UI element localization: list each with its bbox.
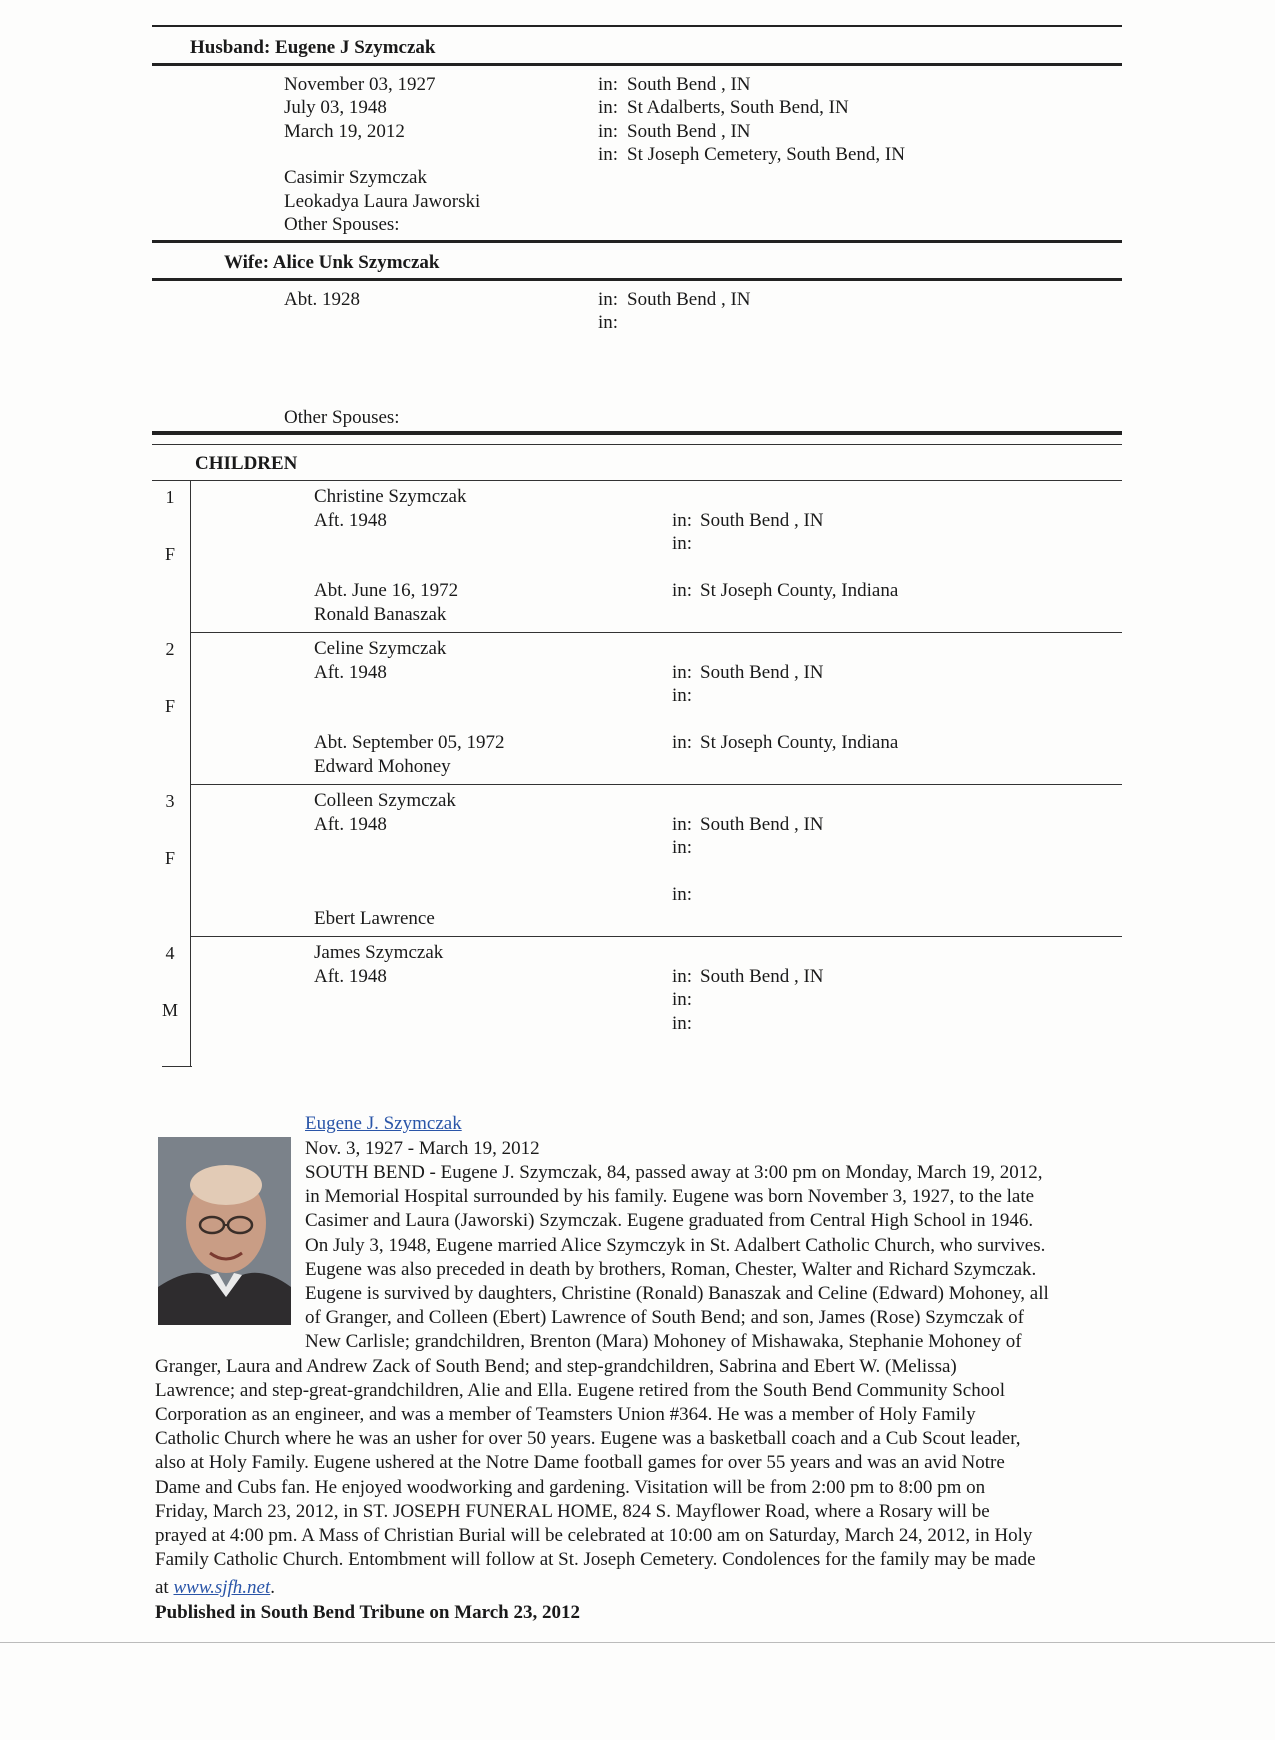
husband-born-value: November 03, 1927 <box>284 74 436 95</box>
husband-married-place: St Adalberts, South Bend, IN <box>627 97 849 119</box>
husband-other-spouses: Other Spouses: <box>284 214 400 235</box>
child-number: 4 <box>165 943 175 963</box>
husband-father-value: Casimir Szymczak <box>284 167 427 189</box>
husband-born-place: South Bend , IN <box>627 74 751 95</box>
children-thin-rule <box>152 444 1122 445</box>
child-3-name-value: Colleen Szymczak <box>314 790 456 811</box>
children-gutter <box>190 481 191 1066</box>
child-sex: F <box>164 848 175 868</box>
obituary-last-line: at www.sjfh.net. <box>155 1577 275 1598</box>
child-1-died-in-label: in: <box>672 533 693 554</box>
obituary-line: Family Catholic Church. Entombment will follow at St. Joseph Cemetery. Condolences for the family may be made <box>155 1549 1036 1571</box>
husband-burial-in-label: in: <box>598 143 619 165</box>
obituary-title-link[interactable]: Eugene J. Szymczak <box>305 1113 462 1134</box>
obituary-line: also at Holy Family. Eugene ushered at the Notre Dame football games for over 55 years and was an avid Notre <box>155 1452 1005 1474</box>
child-2-born-value: Aft. 1948 <box>314 661 387 683</box>
child-4-died-in-label: in: <box>672 1012 693 1034</box>
obituary-line: SOUTH BEND - Eugene J. Szymczak, 84, passed away at 3:00 pm on Monday, March 19, 2012, <box>305 1162 1043 1183</box>
child-2-spouse-value: Edward Mohoney <box>314 755 451 777</box>
child-3-born-in-label: in: <box>672 813 693 835</box>
child-number: 3 <box>165 791 175 811</box>
portrait-photo <box>158 1137 291 1325</box>
obituary-line: Friday, March 23, 2012, in ST. JOSEPH FUNERAL HOME, 824 S. Mayflower Road, where a Rosary will be <box>155 1500 990 1522</box>
child-divider <box>190 784 1122 785</box>
child-sex: F <box>164 544 175 564</box>
husband-rule <box>152 63 1122 66</box>
obituary-line: of Granger, and Colleen (Ebert) Lawrence of South Bend; and son, James (Rose) Szymczak of <box>305 1307 1024 1329</box>
child-4-married-in-label: in: <box>672 989 693 1010</box>
child-4-born-place: South Bend , IN <box>700 965 824 987</box>
obituary-line: prayed at 4:00 pm. A Mass of Christian Burial will be celebrated at 10:00 am on Saturday, March 24, 2012, in Holy <box>155 1525 1033 1546</box>
child-3-spouse-value: Ebert Lawrence <box>314 907 435 929</box>
child-number: 2 <box>165 639 175 659</box>
child-4-born-value: Aft. 1948 <box>314 965 387 987</box>
portrait-image <box>158 1137 291 1325</box>
child-number: 1 <box>165 487 175 507</box>
obituary-line: Corporation as an engineer, and was a member of Teamsters Union #364. He was a member of Holy Family <box>155 1404 976 1425</box>
wife-top-rule <box>152 240 1122 243</box>
child-3-born-place: South Bend , IN <box>700 813 824 835</box>
obituary-line: in Memorial Hospital surrounded by his family. Eugene was born November 3, 1927, to the late <box>305 1186 1035 1208</box>
husband-name: Eugene J Szymczak <box>275 37 436 58</box>
husband-married-value: July 03, 1948 <box>284 97 387 119</box>
children-heading: CHILDREN <box>195 453 298 474</box>
funeral-home-link[interactable]: www.sjfh.net <box>173 1577 271 1598</box>
wife-born-place: South Bend , IN <box>627 289 751 310</box>
obituary-line: New Carlisle; grandchildren, Brenton (Mara) Mohoney of Mishawaka, Stephanie Mohoney of <box>305 1331 1022 1353</box>
child-1-spouse-value: Ronald Banaszak <box>314 603 447 625</box>
husband-burial-place: St Joseph Cemetery, South Bend, IN <box>627 143 905 165</box>
child-divider <box>190 632 1122 633</box>
bottom-scan-line <box>0 1642 1275 1643</box>
child-1-married-place: St Joseph County, Indiana <box>700 580 899 601</box>
child-2-name-value: Celine Szymczak <box>314 638 447 659</box>
obituary-line: On July 3, 1948, Eugene married Alice Szymczyk in St. Adalbert Catholic Church, who survives. <box>305 1234 1046 1256</box>
published-note: Published in South Bend Tribune on March 23, 2012 <box>155 1602 580 1623</box>
wife-born-in-label: in: <box>598 289 619 310</box>
children-heading-rule <box>152 480 1122 481</box>
child-1-married-value: Abt. June 16, 1972 <box>314 580 459 601</box>
child-sex: F <box>164 696 175 716</box>
husband-heading: Husband: Eugene J Szymczak <box>190 37 436 58</box>
husband-died-place: South Bend , IN <box>627 120 751 142</box>
husband-mother-value: Leokadya Laura Jaworski <box>284 190 481 212</box>
child-2-died-in-label: in: <box>672 685 693 706</box>
wife-name: Alice Unk Szymczak <box>272 252 440 273</box>
child-4-born-in-label: in: <box>672 965 693 987</box>
child-2-married-value: Abt. September 05, 1972 <box>314 732 505 753</box>
child-4-name-value: James Szymczak <box>314 942 444 963</box>
child-divider <box>190 936 1122 937</box>
children-end-tick <box>162 1066 192 1067</box>
husband-married-in-label: in: <box>598 97 619 119</box>
child-3-married-in-label: in: <box>672 884 693 905</box>
husband-died-value: March 19, 2012 <box>284 120 405 142</box>
wife-heading: Wife: Alice Unk Szymczak <box>224 252 440 273</box>
child-1-married-in-label: in: <box>672 580 693 601</box>
child-2-married-in-label: in: <box>672 732 693 753</box>
child-2-married-place: St Joseph County, Indiana <box>700 732 899 753</box>
obituary-line: Catholic Church where he was an usher for over 50 years. Eugene was a basketball coach and a Cub Scout leader, <box>155 1428 1021 1450</box>
child-3-died-in-label: in: <box>672 837 693 858</box>
children-top-rule <box>152 431 1122 435</box>
obituary-line: Eugene was also preceded in death by brothers, Roman, Chester, Walter and Richard Szymczak. <box>305 1258 1037 1280</box>
child-2-born-place: South Bend , IN <box>700 661 824 683</box>
husband-born-in-label: in: <box>598 74 619 95</box>
obituary-line: Casimer and Laura (Jaworski) Szymczak. Eugene graduated from Central High School in 1946. <box>305 1210 1034 1232</box>
husband-died-in-label: in: <box>598 120 619 142</box>
wife-born-value: Abt. 1928 <box>284 289 360 310</box>
obituary-line: Granger, Laura and Andrew Zack of South Bend; and step-grandchildren, Sabrina and Ebert W. (Melissa) <box>155 1355 957 1377</box>
top-rule <box>152 25 1122 27</box>
child-1-born-in-label: in: <box>672 509 693 531</box>
wife-died-in-label: in: <box>598 312 619 334</box>
obituary-line: Eugene is survived by daughters, Christine (Ronald) Banaszak and Celine (Edward) Mohoney, all <box>305 1283 1049 1304</box>
obituary-dates: Nov. 3, 1927 - March 19, 2012 <box>305 1138 540 1159</box>
child-1-born-place: South Bend , IN <box>700 509 824 531</box>
child-3-born-value: Aft. 1948 <box>314 813 387 835</box>
child-1-name-value: Christine Szymczak <box>314 486 467 507</box>
child-sex: M <box>161 1000 178 1020</box>
child-2-born-in-label: in: <box>672 661 693 683</box>
obituary-line: Dame and Cubs fan. He enjoyed woodworking and gardening. Visitation will be from 2:00 pm to 8:00 pm on <box>155 1476 986 1498</box>
wife-rule <box>152 278 1122 281</box>
child-1-born-value: Aft. 1948 <box>314 509 387 531</box>
obituary-line: Lawrence; and step-great-grandchildren, Alie and Ella. Eugene retired from the South Bend Community School <box>155 1379 1005 1401</box>
wife-other-spouses: Other Spouses: <box>284 407 400 428</box>
